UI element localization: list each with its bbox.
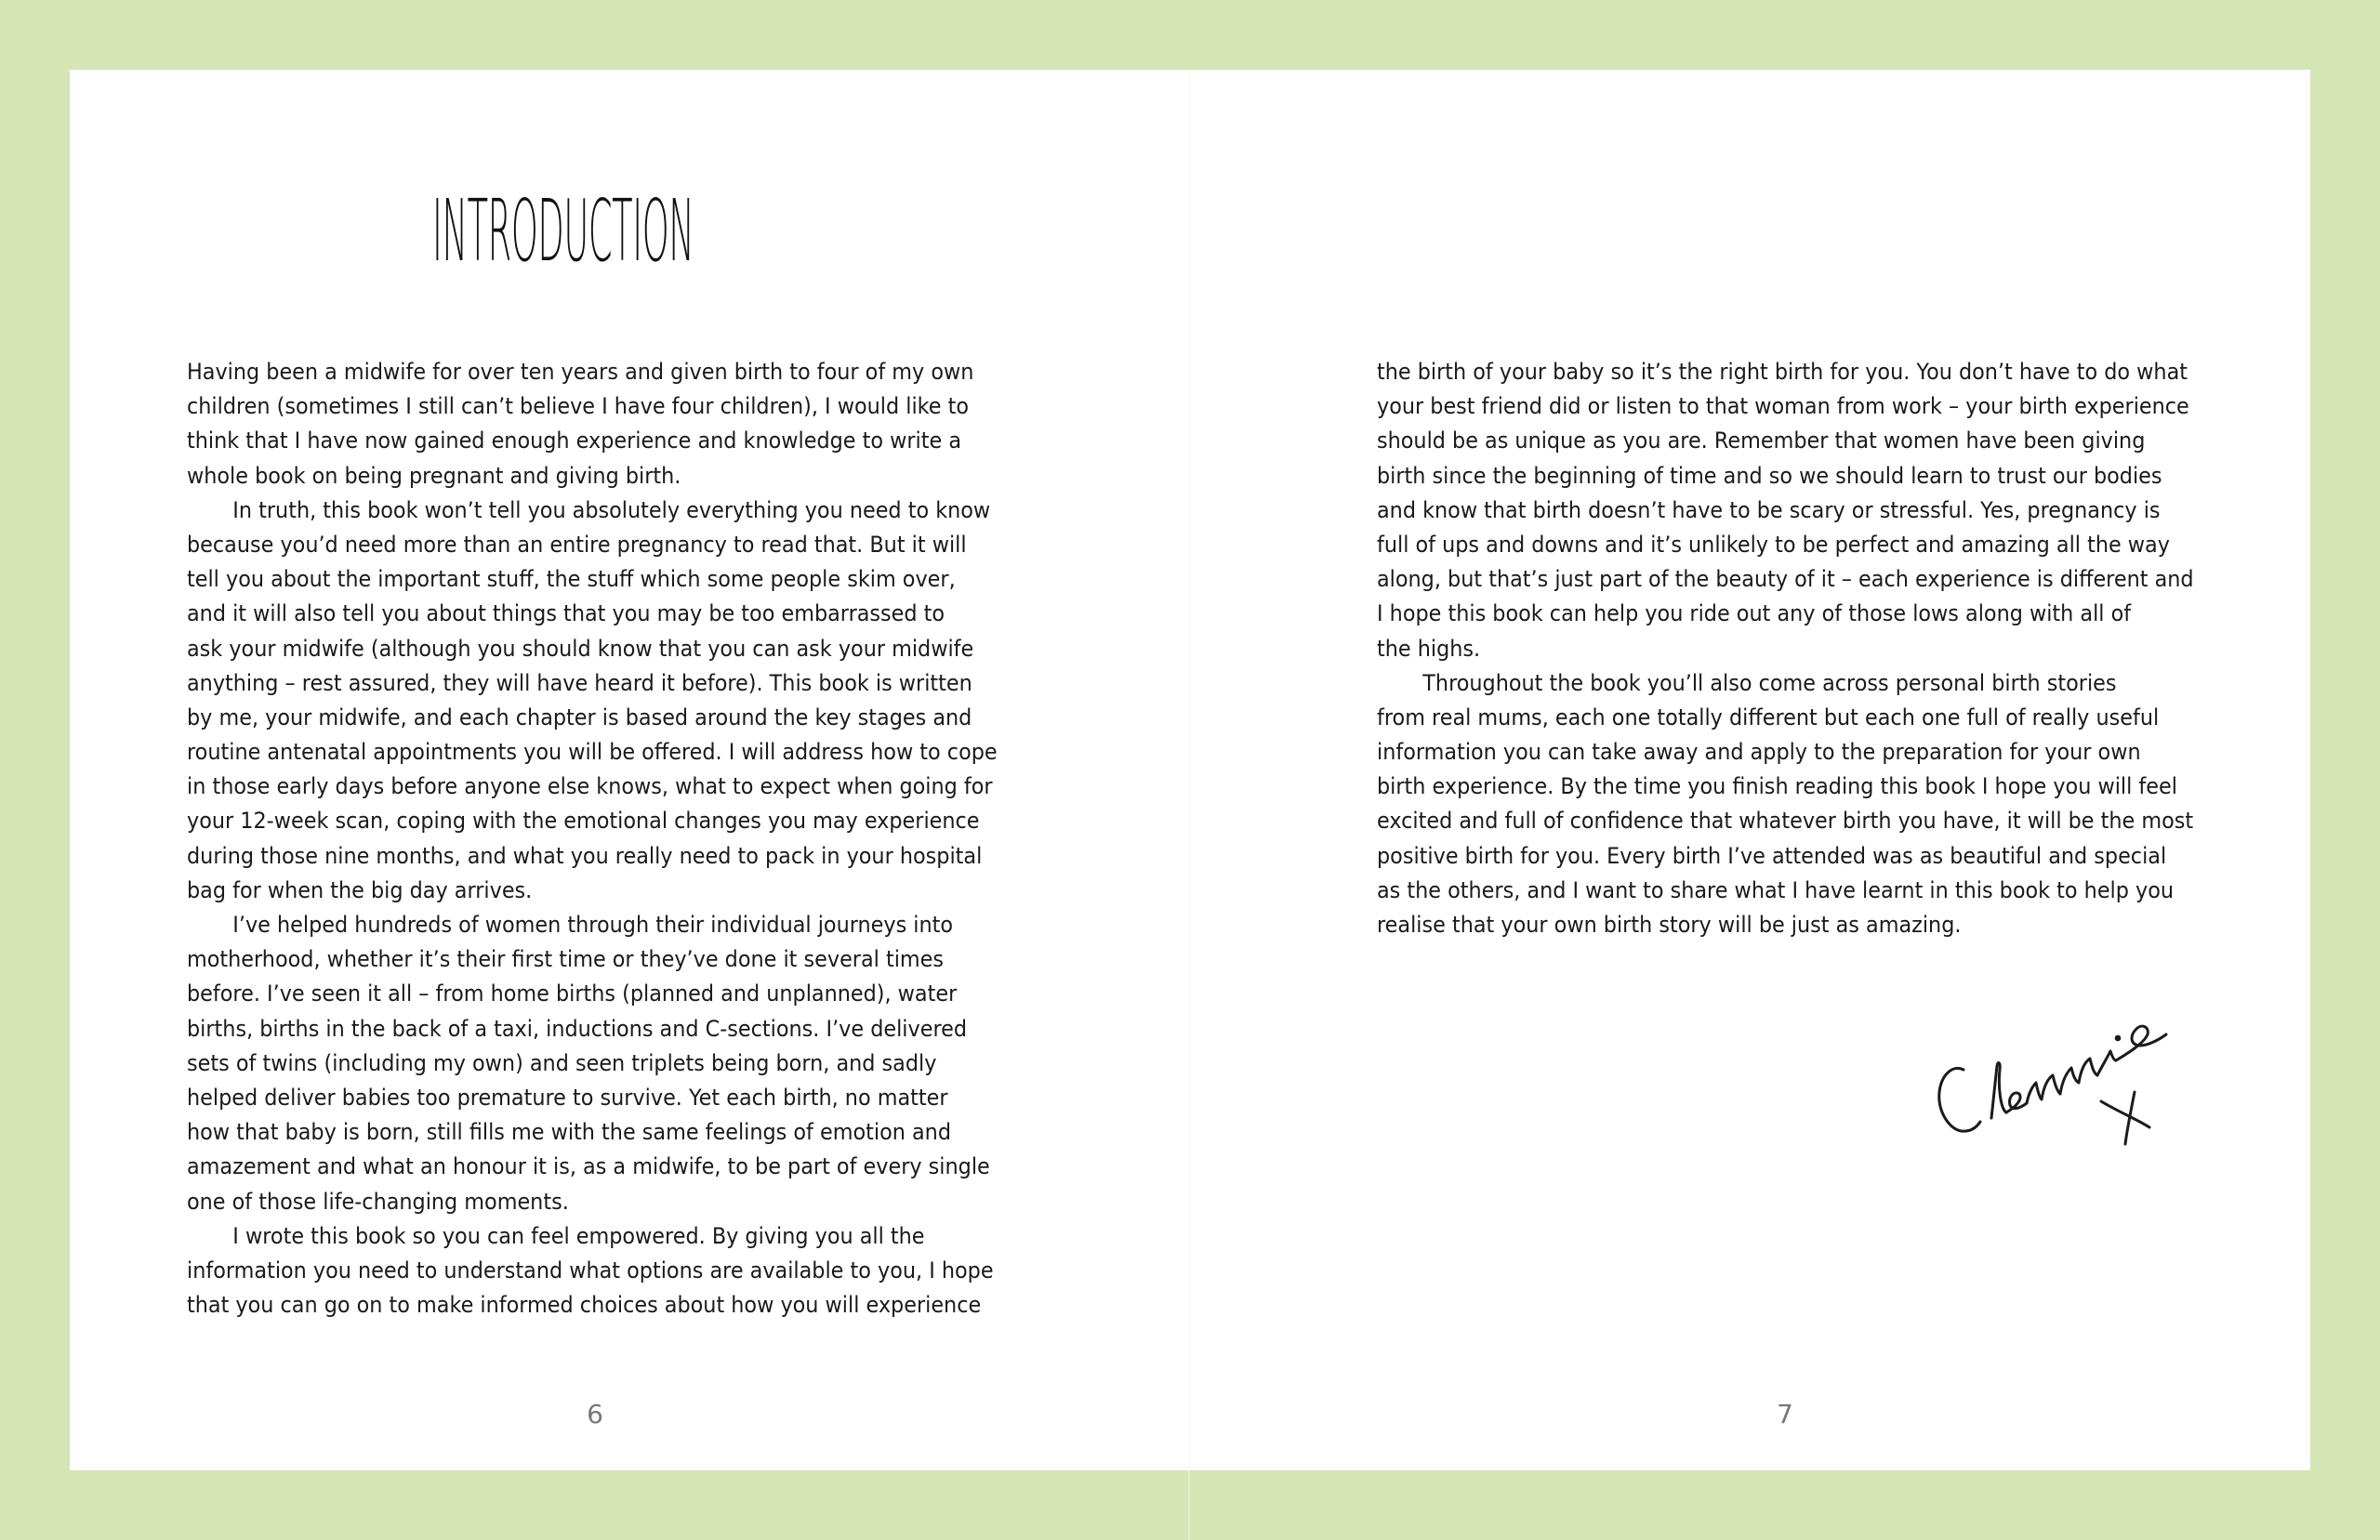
text-line: Throughout the book you’ll also come across personal birth stories bbox=[1422, 669, 2117, 696]
text-line: from real mums, each one totally different but each one full of really useful bbox=[1377, 704, 2160, 731]
text-line: birth experience. By the time you finish reading this book I hope you will feel bbox=[1377, 773, 2177, 800]
text-line: the highs. bbox=[1377, 635, 1481, 662]
text-line: full of ups and downs and it’s unlikely to be perfect and amazing all the way bbox=[1377, 531, 2170, 558]
chapter-title bbox=[432, 181, 760, 281]
page-number-left: 6 bbox=[587, 1399, 603, 1429]
text-line: tell you about the important stuff, the stuff which some people skim over, bbox=[187, 566, 956, 593]
text-line: and it will also tell you about things that you may be too embarrassed to bbox=[187, 600, 945, 627]
text-line: should be as unique as you are. Remember that women have been giving bbox=[1377, 428, 2146, 454]
text-line: during those nine months, and what you really need to pack in your hospital bbox=[187, 842, 983, 869]
text-line: children (sometimes I still can’t believe I have four children), I would like to bbox=[187, 393, 970, 420]
text-line: motherhood, whether it’s their first time or they’ve done it several times bbox=[187, 946, 945, 973]
text-line: your best friend did or listen to that woman from work – your birth experience bbox=[1377, 393, 2189, 420]
text-line: by me, your midwife, and each chapter is based around the key stages and bbox=[187, 704, 972, 731]
text-line: information you can take away and apply to the preparation for your own bbox=[1377, 739, 2141, 766]
text-line: whole book on being pregnant and giving birth. bbox=[187, 462, 681, 489]
text-line: in those early days before anyone else knows, what to expect when going for bbox=[187, 773, 993, 800]
text-line: I hope this book can help you ride out any of those lows along with all of bbox=[1377, 600, 2132, 627]
text-line: excited and full of confidence that whatever birth you have, it will be the most bbox=[1377, 808, 2194, 835]
text-line: Having been a midwife for over ten years and given birth to four of my own bbox=[187, 359, 974, 385]
text-line: helped deliver babies too premature to survive. Yet each birth, no matter bbox=[187, 1084, 948, 1111]
text-line: amazement and what an honour it is, as a midwife, to be part of every single bbox=[187, 1153, 990, 1180]
text-line: the birth of your baby so it’s the right birth for you. You don’t have to do what bbox=[1377, 359, 2188, 385]
spine-divider bbox=[1189, 70, 1191, 1470]
left-page-body bbox=[187, 355, 1024, 1323]
text-line: positive birth for you. Every birth I’ve attended was as beautiful and special bbox=[1377, 842, 2167, 869]
text-line: sets of twins (including my own) and seen triplets being born, and sadly bbox=[187, 1049, 937, 1076]
text-line: as the others, and I want to share what I have learnt in this book to help you bbox=[1377, 876, 2175, 903]
text-line: I’ve helped hundreds of women through their individual journeys into bbox=[232, 912, 954, 938]
page-number-right: 7 bbox=[1777, 1399, 1793, 1429]
text-line: before. I’ve seen it all – from home births (planned and unplanned), water bbox=[187, 981, 958, 1007]
text-line: ask your midwife (although you should know that you can ask your midwife bbox=[187, 635, 974, 662]
spine-edge bbox=[1188, 1470, 1190, 1540]
text-line: that you can go on to make informed choices about how you will experience bbox=[187, 1292, 982, 1319]
signature-clemmie bbox=[1887, 990, 2203, 1176]
text-line: your 12-week scan, coping with the emotional changes you may experience bbox=[187, 808, 980, 835]
text-line: births, births in the back of a taxi, inductions and C-sections. I’ve delivered bbox=[187, 1015, 968, 1042]
text-line: anything – rest assured, they will have heard it before). This book is written bbox=[187, 669, 972, 696]
chapter-title-text: INTRODUCTION bbox=[432, 181, 694, 281]
text-line: In truth, this book won’t tell you absolutely everything you need to know bbox=[232, 496, 991, 523]
text-line: one of those life-changing moments. bbox=[187, 1188, 569, 1215]
text-line: realise that your own birth story will be just as amazing. bbox=[1377, 912, 1962, 938]
text-line: think that I have now gained enough experience and knowledge to write a bbox=[187, 428, 962, 454]
text-line: routine antenatal appointments you will be offered. I will address how to cope bbox=[187, 739, 998, 766]
right-page-body bbox=[1377, 355, 2214, 942]
text-line: information you need to understand what options are available to you, I hope bbox=[187, 1257, 994, 1283]
text-line: bag for when the big day arrives. bbox=[187, 876, 533, 903]
text-line: how that baby is born, still fills me with the same feelings of emotion and bbox=[187, 1119, 951, 1146]
book-spread bbox=[70, 70, 2310, 1470]
text-line: along, but that’s just part of the beauty of it – each experience is different and bbox=[1377, 566, 2194, 593]
text-line: I wrote this book so you can feel empowered. By giving you all the bbox=[232, 1222, 925, 1249]
signature-icon bbox=[1887, 990, 2203, 1176]
text-line: because you’d need more than an entire pregnancy to read that. But it will bbox=[187, 531, 967, 558]
text-line: birth since the beginning of time and so we should learn to trust our bodies bbox=[1377, 462, 2162, 489]
text-line: and know that birth doesn’t have to be scary or stressful. Yes, pregnancy is bbox=[1377, 496, 2161, 523]
